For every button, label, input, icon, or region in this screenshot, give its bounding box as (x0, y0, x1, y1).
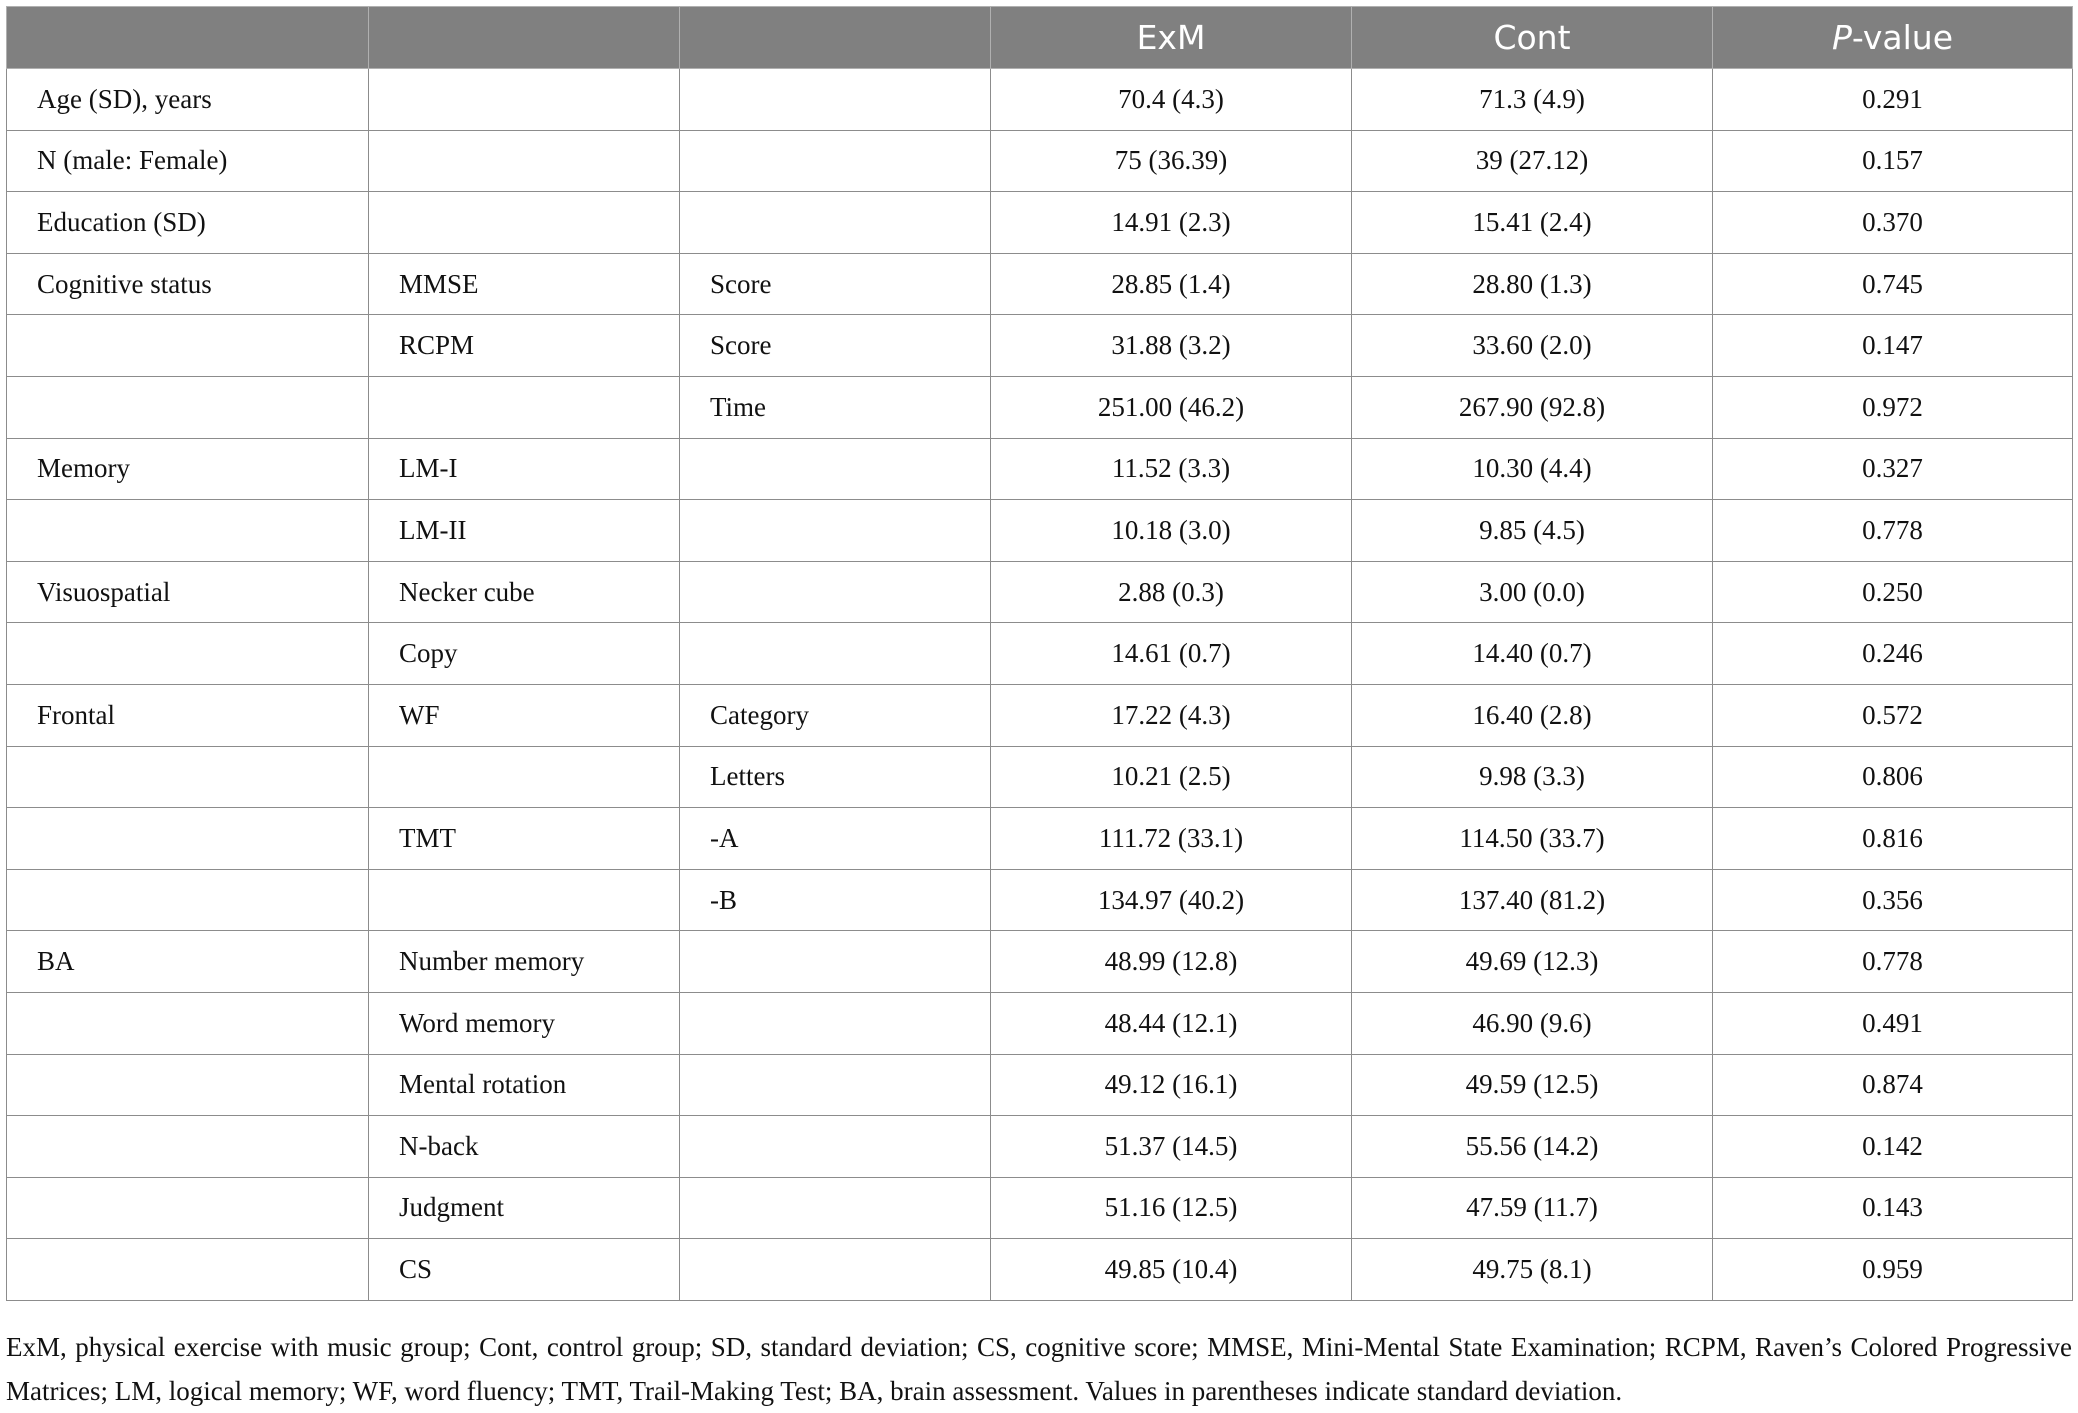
cell-variable: Age (SD), years (7, 69, 369, 131)
table-row (7, 684, 2073, 746)
cell-measure (369, 869, 680, 931)
cell-p-value: 0.157 (1713, 130, 2073, 192)
cell-submeasure (680, 69, 991, 131)
table-row (7, 869, 2073, 931)
cell-p-value: 0.291 (1713, 69, 2073, 131)
cell-cont: 46.90 (9.6) (1352, 992, 1713, 1054)
cell-exm: 17.22 (4.3) (991, 684, 1352, 746)
cell-cont: 114.50 (33.7) (1352, 808, 1713, 870)
cell-exm: 251.00 (46.2) (991, 376, 1352, 438)
cell-cont: 71.3 (4.9) (1352, 69, 1713, 131)
cell-measure: WF (369, 684, 680, 746)
cell-exm: 14.61 (0.7) (991, 623, 1352, 685)
cell-measure: Number memory (369, 931, 680, 993)
cell-p-value: 0.143 (1713, 1177, 2073, 1239)
table-row (7, 1116, 2073, 1178)
cell-variable (7, 746, 369, 808)
cell-variable (7, 992, 369, 1054)
cell-measure: Judgment (369, 1177, 680, 1239)
cell-exm: 48.44 (12.1) (991, 992, 1352, 1054)
cell-measure (369, 69, 680, 131)
cell-measure (369, 192, 680, 254)
cell-cont: 10.30 (4.4) (1352, 438, 1713, 500)
cell-exm: 10.21 (2.5) (991, 746, 1352, 808)
cell-p-value: 0.816 (1713, 808, 2073, 870)
cell-p-value: 0.356 (1713, 869, 2073, 931)
table-row (7, 992, 2073, 1054)
cell-measure: CS (369, 1239, 680, 1301)
table-row (7, 315, 2073, 377)
table-row (7, 192, 2073, 254)
cell-exm: 51.16 (12.5) (991, 1177, 1352, 1239)
cell-exm: 51.37 (14.5) (991, 1116, 1352, 1178)
header-cell-cont: Cont (1352, 7, 1713, 69)
cell-submeasure (680, 561, 991, 623)
cell-measure (369, 746, 680, 808)
cell-submeasure: Time (680, 376, 991, 438)
cell-p-value: 0.572 (1713, 684, 2073, 746)
cell-cont: 15.41 (2.4) (1352, 192, 1713, 254)
cell-cont: 47.59 (11.7) (1352, 1177, 1713, 1239)
cell-cont: 49.59 (12.5) (1352, 1054, 1713, 1116)
cell-variable: N (male: Female) (7, 130, 369, 192)
table-row (7, 1239, 2073, 1301)
cell-measure (369, 130, 680, 192)
cell-p-value: 0.327 (1713, 438, 2073, 500)
cell-p-value: 0.778 (1713, 931, 2073, 993)
cell-cont: 137.40 (81.2) (1352, 869, 1713, 931)
cell-measure: TMT (369, 808, 680, 870)
cell-variable: Cognitive status (7, 253, 369, 315)
header-cell-variable (7, 7, 369, 69)
cell-p-value: 0.246 (1713, 623, 2073, 685)
cell-cont: 55.56 (14.2) (1352, 1116, 1713, 1178)
cell-measure: N-back (369, 1116, 680, 1178)
table-row (7, 130, 2073, 192)
cell-measure: Copy (369, 623, 680, 685)
cell-variable (7, 869, 369, 931)
cell-p-value: 0.745 (1713, 253, 2073, 315)
table-row (7, 746, 2073, 808)
cell-variable: BA (7, 931, 369, 993)
header-row (7, 7, 2073, 69)
cell-submeasure (680, 992, 991, 1054)
cell-variable (7, 623, 369, 685)
cell-cont: 9.98 (3.3) (1352, 746, 1713, 808)
cell-variable (7, 376, 369, 438)
table-body (7, 69, 2073, 1301)
cell-exm: 75 (36.39) (991, 130, 1352, 192)
table-row (7, 376, 2073, 438)
table-row (7, 1054, 2073, 1116)
header-cell-measure (369, 7, 680, 69)
cell-cont: 49.75 (8.1) (1352, 1239, 1713, 1301)
cell-submeasure (680, 130, 991, 192)
cell-variable (7, 315, 369, 377)
cell-submeasure (680, 1116, 991, 1178)
cell-cont: 3.00 (0.0) (1352, 561, 1713, 623)
cell-p-value: 0.959 (1713, 1239, 2073, 1301)
cell-submeasure (680, 500, 991, 562)
cell-exm: 10.18 (3.0) (991, 500, 1352, 562)
cell-exm: 11.52 (3.3) (991, 438, 1352, 500)
cell-variable (7, 1239, 369, 1301)
cell-p-value: 0.778 (1713, 500, 2073, 562)
cell-measure: Word memory (369, 992, 680, 1054)
cell-submeasure (680, 1054, 991, 1116)
table-row (7, 623, 2073, 685)
cell-submeasure (680, 438, 991, 500)
table-row (7, 69, 2073, 131)
cell-submeasure (680, 931, 991, 993)
cell-p-value: 0.491 (1713, 992, 2073, 1054)
cell-cont: 33.60 (2.0) (1352, 315, 1713, 377)
cell-exm: 48.99 (12.8) (991, 931, 1352, 993)
cell-cont: 9.85 (4.5) (1352, 500, 1713, 562)
data-table (6, 6, 2073, 1301)
cell-variable (7, 808, 369, 870)
cell-variable (7, 1054, 369, 1116)
cell-variable: Memory (7, 438, 369, 500)
cell-exm: 111.72 (33.1) (991, 808, 1352, 870)
cell-submeasure (680, 1239, 991, 1301)
cell-p-value: 0.250 (1713, 561, 2073, 623)
cell-measure: Mental rotation (369, 1054, 680, 1116)
cell-p-value: 0.806 (1713, 746, 2073, 808)
cell-cont: 14.40 (0.7) (1352, 623, 1713, 685)
cell-cont: 28.80 (1.3) (1352, 253, 1713, 315)
cell-submeasure: Letters (680, 746, 991, 808)
cell-variable (7, 1177, 369, 1239)
cell-variable: Visuospatial (7, 561, 369, 623)
cell-measure: RCPM (369, 315, 680, 377)
table-row (7, 1177, 2073, 1239)
cell-p-value: 0.147 (1713, 315, 2073, 377)
cell-submeasure: Score (680, 253, 991, 315)
cell-exm: 2.88 (0.3) (991, 561, 1352, 623)
cell-exm: 28.85 (1.4) (991, 253, 1352, 315)
cell-variable (7, 1116, 369, 1178)
header-cell-p-value (1713, 7, 2073, 69)
table-header (7, 7, 2073, 69)
cell-exm: 31.88 (3.2) (991, 315, 1352, 377)
table-row (7, 931, 2073, 993)
table-row (7, 500, 2073, 562)
cell-measure: LM-I (369, 438, 680, 500)
table-row (7, 253, 2073, 315)
cell-submeasure: -B (680, 869, 991, 931)
cell-submeasure (680, 623, 991, 685)
cell-exm: 49.85 (10.4) (991, 1239, 1352, 1301)
cell-exm: 14.91 (2.3) (991, 192, 1352, 254)
cell-submeasure: Category (680, 684, 991, 746)
p-value-italic-label: P (1831, 18, 1852, 57)
p-value-suffix-label: -value (1851, 18, 1954, 57)
cell-measure: MMSE (369, 253, 680, 315)
cell-cont: 267.90 (92.8) (1352, 376, 1713, 438)
data-table-container (6, 6, 2072, 1301)
table-row (7, 561, 2073, 623)
cell-cont: 39 (27.12) (1352, 130, 1713, 192)
cell-cont: 16.40 (2.8) (1352, 684, 1713, 746)
cell-submeasure (680, 192, 991, 254)
table-footnote: ExM, physical exercise with music group; Cont, control group; SD, standard deviation; CS, cognitive score; MMSE, Mini-Mental State Examination; RCPM, Raven’s Colored Progressive Matrices; LM, logical memory; WF, word fluency; TMT, Trail-Making Test; BA, brain assessment. Values in parentheses indicate standard deviation. (6, 1332, 2072, 1406)
cell-variable (7, 500, 369, 562)
cell-p-value: 0.874 (1713, 1054, 2073, 1116)
cell-variable: Education (SD) (7, 192, 369, 254)
cell-submeasure: -A (680, 808, 991, 870)
cell-exm: 134.97 (40.2) (991, 869, 1352, 931)
cell-submeasure: Score (680, 315, 991, 377)
cell-exm: 49.12 (16.1) (991, 1054, 1352, 1116)
cell-measure: Necker cube (369, 561, 680, 623)
cell-measure: LM-II (369, 500, 680, 562)
cell-exm: 70.4 (4.3) (991, 69, 1352, 131)
header-cell-submeasure (680, 7, 991, 69)
cell-cont: 49.69 (12.3) (1352, 931, 1713, 993)
table-row (7, 438, 2073, 500)
cell-p-value: 0.370 (1713, 192, 2073, 254)
table-row (7, 808, 2073, 870)
header-cell-exm: ExM (991, 7, 1352, 69)
cell-variable: Frontal (7, 684, 369, 746)
cell-p-value: 0.972 (1713, 376, 2073, 438)
cell-p-value: 0.142 (1713, 1116, 2073, 1178)
cell-measure (369, 376, 680, 438)
cell-submeasure (680, 1177, 991, 1239)
